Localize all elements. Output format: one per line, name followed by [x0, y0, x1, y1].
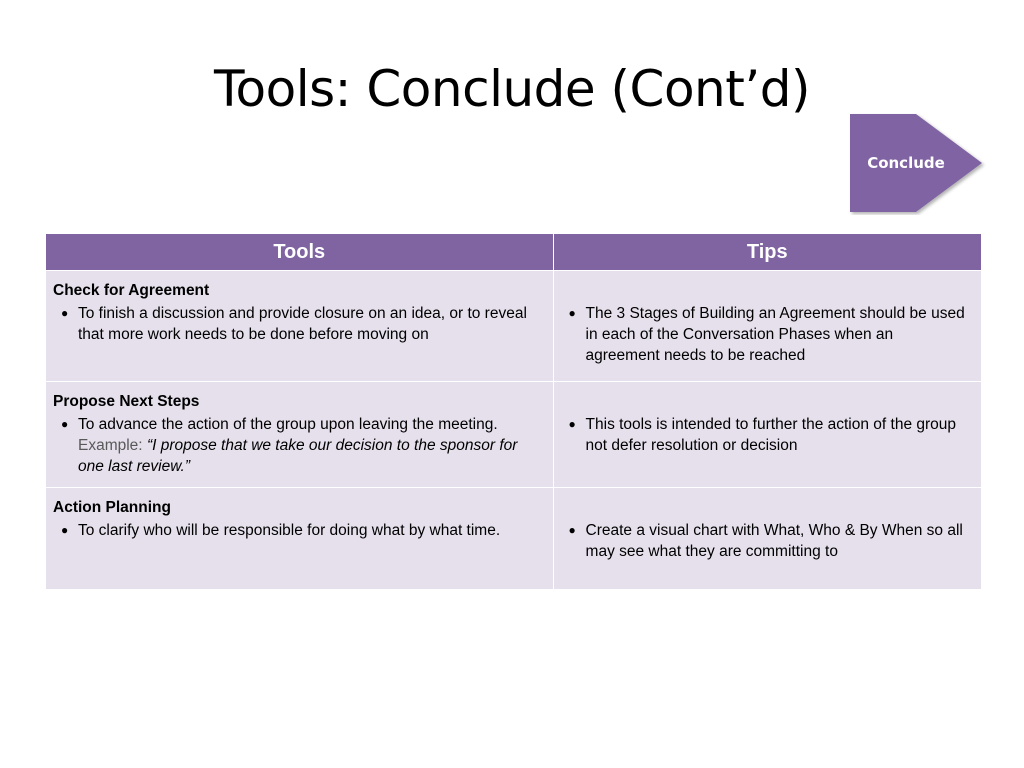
example-quote: “I propose that we take our decision to the sponsor for one last review.” [78, 437, 518, 475]
list-item [53, 414, 545, 477]
tip-cell [553, 382, 981, 488]
tip-bullets [561, 414, 971, 456]
bullet-icon: ● [61, 306, 69, 320]
list-item [561, 414, 971, 456]
conclude-chevron [848, 113, 986, 215]
table-row [46, 271, 982, 382]
header-tips: Tips [553, 234, 981, 271]
bullet-icon: ● [568, 306, 576, 320]
tool-bullets [53, 303, 545, 345]
header-tools: Tools [46, 234, 554, 271]
tip-text: Create a visual chart with What, Who & By When so all may see what they are committing to [585, 522, 963, 560]
example-label: Example: [78, 437, 143, 454]
bullet-icon: ● [568, 417, 576, 431]
table-header-row [46, 234, 982, 271]
list-item [53, 303, 545, 345]
table-row [46, 488, 982, 590]
bullet-icon: ● [61, 523, 69, 537]
tip-bullets [561, 303, 971, 366]
tip-text: The 3 Stages of Building an Agreement should be used in each of the Conversation Phases when an agreement needs to be reached [585, 305, 965, 364]
chevron-label: Conclude [867, 154, 945, 172]
tool-description: To advance the action of the group upon leaving the meeting. [78, 416, 498, 433]
list-item [53, 520, 545, 541]
bullet-icon: ● [61, 417, 69, 431]
tool-cell [46, 271, 554, 382]
tool-bullets [53, 414, 545, 477]
list-item [561, 303, 971, 366]
slide-title: Tools: Conclude (Cont’d) [213, 60, 810, 118]
tool-cell [46, 382, 554, 488]
tool-name: Check for Agreement [53, 282, 210, 299]
tip-text: This tools is intended to further the action of the group not defer resolution or decision [585, 416, 957, 454]
tool-description: To clarify who will be responsible for doing what by what time. [78, 522, 501, 539]
tools-tips-table [45, 233, 982, 590]
tool-bullets [53, 520, 545, 541]
table-row [46, 382, 982, 488]
tool-description: To finish a discussion and provide closure on an idea, or to reveal that more work needs to be done before moving on [78, 305, 527, 343]
tip-cell [553, 271, 981, 382]
tip-bullets [561, 520, 971, 562]
tool-name: Action Planning [53, 499, 171, 516]
tool-name: Propose Next Steps [53, 393, 200, 410]
list-item [561, 520, 971, 562]
tip-cell [553, 488, 981, 590]
tool-cell [46, 488, 554, 590]
bullet-icon: ● [568, 523, 576, 537]
